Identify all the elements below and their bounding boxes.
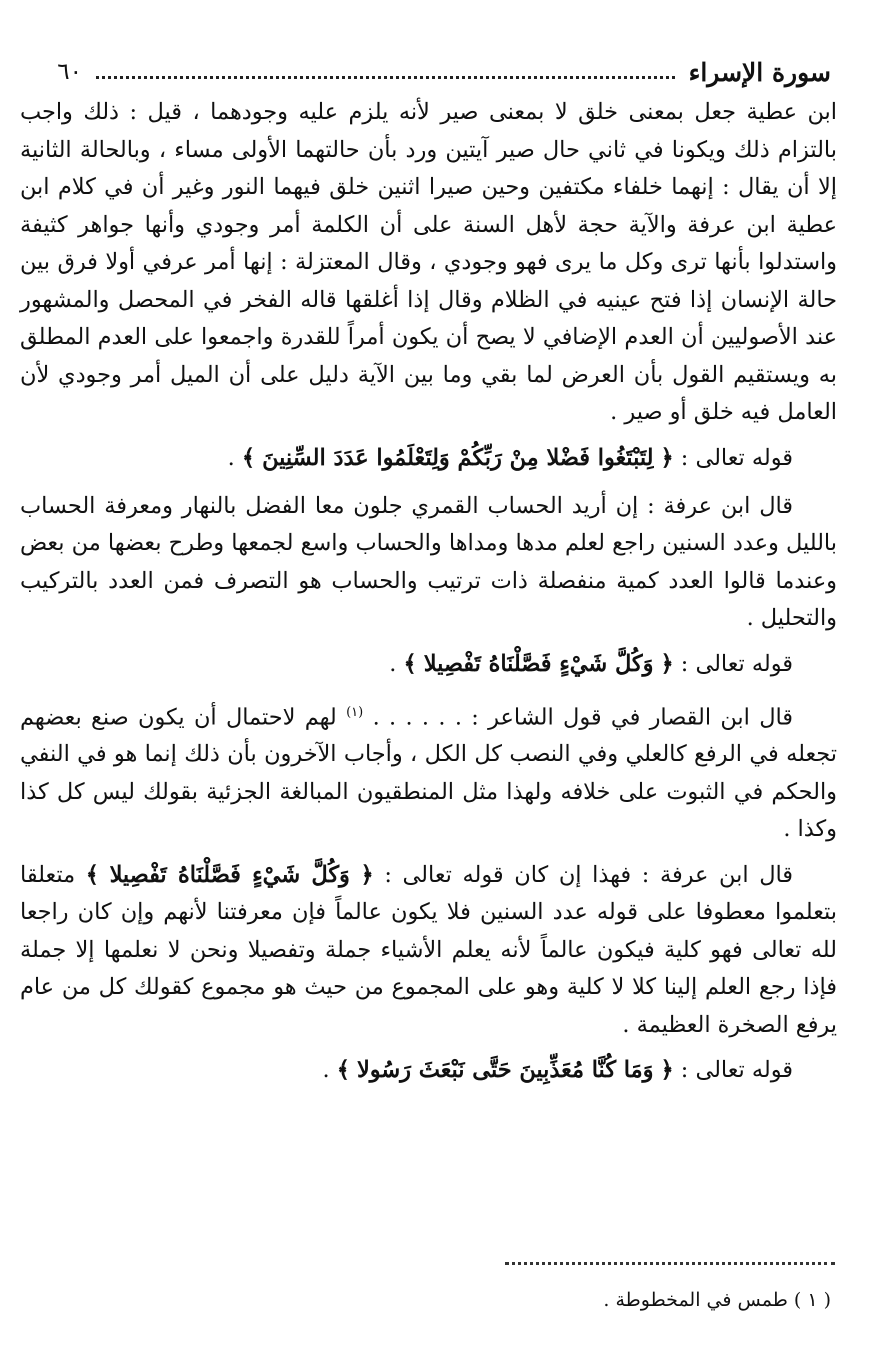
ornate-bracket-close: ﴾ (241, 444, 255, 471)
footnote: ( ١ ) طمس في المخطوطة . (603, 1289, 831, 1311)
footnote-reference[interactable]: (١) (346, 704, 364, 720)
full-stop: . (322, 1057, 330, 1084)
ornate-bracket-close: ﴾ (403, 650, 417, 677)
ornate-bracket-open: ﴿ (660, 650, 674, 677)
body-text (20, 94, 837, 1100)
paragraph-4-body: متعلقا بتعلموا معطوفا على قوله عدد السنين فلا يكون عالماً فإن معرفتنا لأنهم وإن كان راجعا لله تعالى فهو كلية فيكون عالماً لأنه يعلم الأشياء جملة وتفصيلا ونحن لا نعلمها إلا جملة فإذا رجع العلم إلينا كلا لا كلية وهو على المجموع من حيث هو مجموع كقولك كل من عام يرفع الصخرة العظيمة . (20, 861, 837, 1038)
ornate-bracket-close: ﴾ (336, 1057, 350, 1084)
paragraph-4-lead: قال ابن عرفة : فهذا إن كان قوله تعالى : (384, 861, 793, 888)
paragraph-3 (20, 694, 837, 849)
paragraph-3-lead: قال ابن القصار في قول الشاعر : . . . . . . (372, 703, 793, 730)
quran-verse-text: وَكُلَّ شَيْءٍ فَصَّلْنَاهُ تَفْصِيلا (423, 650, 654, 677)
footnote-dotted-rule (505, 1262, 835, 1265)
surah-title: سورة الإسراء (688, 57, 831, 87)
page-header (22, 52, 831, 92)
quran-verse-text: وَكُلَّ شَيْءٍ فَصَّلْنَاهُ تَفْصِيلا (109, 861, 350, 888)
quran-verse-text: وَمَا كُنَّا مُعَذِّبِينَ حَتَّى نَبْعَثَ رَسُولا (357, 1057, 654, 1084)
ornate-bracket-open: ﴿ (660, 444, 674, 471)
paragraph-3-body: لهم لاحتمال أن يكون صنع بعضهم تجعله في الرفع كالعلي وفي النصب كل الكل ، وأجاب الآخرون بأن ذلك إنما هو في النفي والحكم في الثبوت على خلافه ولهذا مثل المنطقيون المبالغة الجزئية بقولك ليس كل كذا وكذا . (20, 703, 837, 843)
quran-verse-text: لِتَبْتَغُوا فَضْلا مِنْ رَبِّكُمْ وَلِتَعْلَمُوا عَدَدَ السِّنِينَ (262, 444, 654, 471)
paragraph-1: ابن عطية جعل بمعنى خلق لا بمعنى صير لأنه يلزم عليه وجودهما ، قيل : ذلك واجب بالتزام ذلك ويكونا في ثاني حال صير آيتين ورد بأن حالتهما الأولى مساء ، وبالحالة الثانية إلا أن يقال : إنهما خلفاء مكتفين وحين صيرا اثنين خلق فيهما النور وغير أن في كلام ابن عطية ابن عرفة والآية حجة لأهل السنة على أن الكلمة أمر وجودي وأنها جواهر كثيفة واستدلوا بأنها ترى وكل ما يرى فهو وجودي ، وقال المعتزلة : إنها أمر عرفي أولا فرق بين حالة الإنسان إذا فتح عينيه في الظلام وقال إذا أغلقها قاله الفخر في المحصل والمشهور عند الأصوليين أن العدم الإضافي لا يصح أن يكون أمراً للقدرة واجمعوا على العدم المطلق به ويستقيم القول بأن العرض لما بقي وما بين الآية دليل على أن الميل أمر وجودي لأن العامل فيه خلق أو صير . (20, 99, 837, 425)
quran-citation-1 (20, 438, 837, 478)
ornate-bracket-close: ﴾ (85, 861, 99, 888)
citation-intro: قوله تعالى : (680, 444, 793, 471)
citation-intro: قوله تعالى : (680, 1057, 793, 1084)
full-stop: . (227, 444, 235, 471)
quran-citation-3 (20, 1050, 837, 1090)
quran-citation-2 (20, 644, 837, 684)
ornate-bracket-open: ﴿ (660, 1057, 674, 1084)
paragraph-4 (20, 857, 837, 1045)
header-dotted-rule (96, 76, 675, 79)
full-stop: . (389, 650, 397, 677)
ornate-bracket-open: ﴿ (360, 861, 374, 888)
paragraph-2: قال ابن عرفة : إن أريد الحساب القمري جلون معا الفضل بالنهار ومعرفة الحساب بالليل وعدد السنين راجع لعلم مدها ومداها والحساب واسع لجمعها وطرح بعضها من بعض وعندما قالوا العدد كمية منفصلة ذات ترتيب والحساب هو التصرف فمن العدد بالتركيب والتحليل . (20, 492, 837, 631)
page-number: ٦٠ (57, 59, 82, 85)
citation-intro: قوله تعالى : (680, 650, 793, 677)
